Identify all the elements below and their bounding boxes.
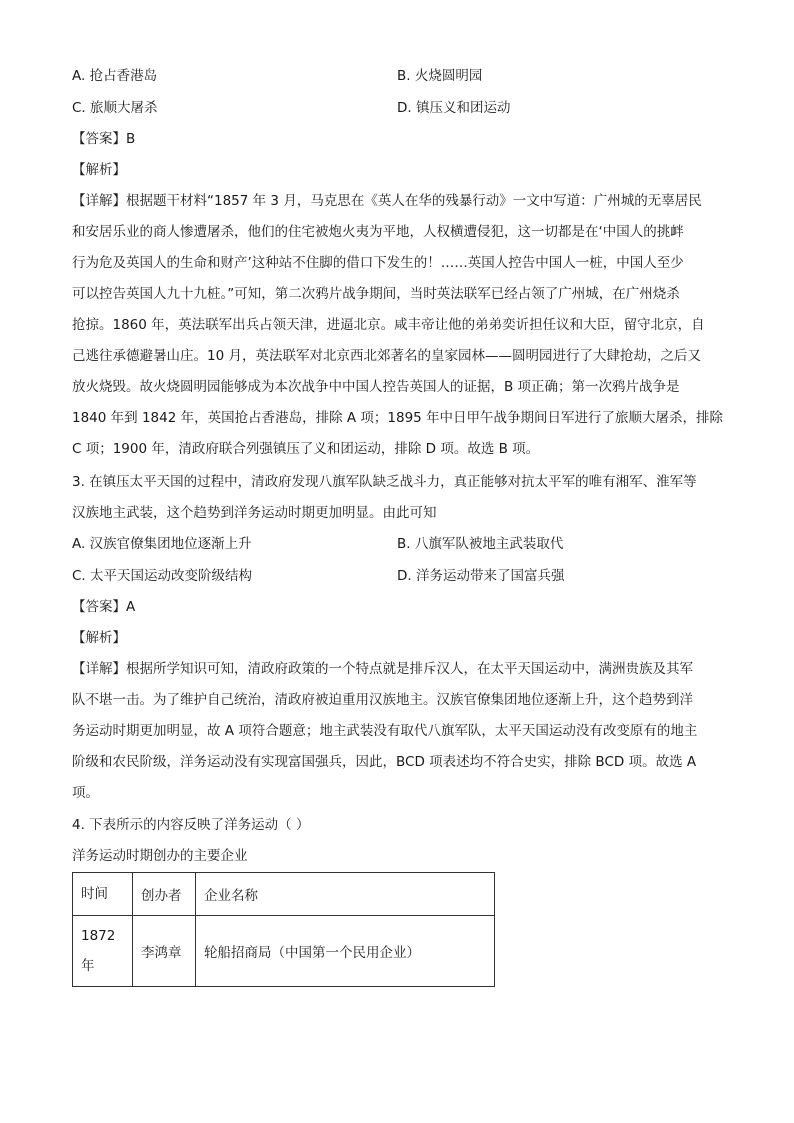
q2-analysis-label: 【解析】	[72, 162, 126, 178]
table-header-cell: 企业名称	[196, 873, 495, 916]
q3-answer: 【答案】A	[72, 599, 136, 615]
q2-detail-line: 1840 年到 1842 年，英国抢占香港岛，排除 A 项；1895 年中日甲午战争期间日军进行了旅顺大屠杀，排除	[72, 410, 724, 426]
q4-table-caption: 洋务运动时期创办的主要企业	[72, 848, 248, 864]
q4-stem: 4. 下表所示的内容反映了洋务运动（ ）	[72, 817, 310, 833]
q3-detail-line: 项。	[72, 785, 99, 801]
q3-analysis-label: 【解析】	[72, 630, 126, 646]
time-line-2: 年	[81, 958, 95, 974]
q3-option-a: A. 汉族官僚集团地位逐渐上升	[72, 536, 252, 552]
table-header-cell: 时间	[73, 873, 133, 916]
q2-detail-line: 【详解】根据题干材料“1857 年 3 月，马克思在《英人在华的残暴行动》一文中写道：广州城的无辜居民	[72, 193, 702, 209]
q3-detail-line: 【详解】根据所学知识可知，清政府政策的一个特点就是排斥汉人，在太平天国运动中，满洲贵族及其军	[72, 661, 693, 677]
q3-stem-line: 3. 在镇压太平天国的过程中，清政府发现八旗军队缺乏战斗力，真正能够对抗太平军的唯有湘军、淮军等	[72, 474, 697, 490]
q2-detail-line: 抢掠。1860 年，英法联军出兵占领天津，进逼北京。咸丰帝让他的弟弟奕䜣担任议和大臣，留守北京，自	[72, 317, 705, 333]
q3-option-b: B. 八旗军队被地主武装取代	[397, 536, 564, 552]
q2-option-d: D. 镇压义和团运动	[397, 100, 511, 116]
q3-detail-line: 务运动时期更加明显，故 A 项符合题意；地主武装没有取代八旗军队，太平天国运动没有改变原有的地主	[72, 723, 698, 739]
table-header-cell: 创办者	[133, 873, 196, 916]
enterprise-table	[72, 872, 495, 987]
q3-stem-line: 汉族地主武装，这个趋势到洋务运动时期更加明显。由此可知	[72, 505, 437, 521]
q2-detail-line: 己逃往承德避暑山庄。10 月，英法联军对北京西北郊著名的皇家园林——圆明园进行了大肆抢劫，之后又	[72, 348, 701, 364]
q2-detail-line: C 项；1900 年，清政府联合列强镇压了义和团运动，排除 D 项。故选 B 项。	[72, 441, 540, 457]
time-line-1: 1872	[81, 928, 116, 944]
q2-option-b: B. 火烧圆明园	[397, 68, 483, 84]
q3-option-d: D. 洋务运动带来了国富兵强	[397, 568, 565, 584]
q2-option-c: C. 旅顺大屠杀	[72, 100, 158, 116]
q2-option-a: A. 抢占香港岛	[72, 68, 158, 84]
table-row	[73, 916, 495, 987]
q3-detail-line: 阶级和农民阶级，洋务运动没有实现富国强兵，因此，BCD 项表述均不符合史实，排除 BCD 项。故选 A	[72, 754, 697, 770]
table-cell-enterprise: 轮船招商局（中国第一个民用企业）	[196, 916, 495, 987]
table-cell-time	[73, 916, 133, 987]
q3-detail-line: 队不堪一击。为了维护自己统治，清政府被迫重用汉族地主。汉族官僚集团地位逐渐上升，这个趋势到洋	[72, 692, 693, 708]
q2-detail-line: 和安居乐业的商人惨遭屠杀，他们的住宅被炮火夷为平地，人权横遭侵犯，这一切都是在‘中国人的挑衅	[72, 224, 684, 240]
table-cell-founder: 李鸿章	[133, 916, 196, 987]
q3-option-c: C. 太平天国运动改变阶级结构	[72, 568, 253, 584]
q2-detail-line: 可以控告英国人九十九桩。”可知，第二次鸦片战争期间，当时英法联军已经占领了广州城，在广州烧杀	[72, 286, 680, 302]
table-header-row	[73, 873, 495, 916]
q2-detail-line: 放火烧毁。故火烧圆明园能够成为本次战争中中国人控告英国人的证据，B 项正确；第一次鸦片战争是	[72, 379, 680, 395]
q2-detail-line: 行为危及英国人的生命和财产’这种站不住脚的借口下发生的！……英国人控告中国人一桩，中国人至少	[72, 255, 684, 271]
q2-answer: 【答案】B	[72, 131, 136, 147]
